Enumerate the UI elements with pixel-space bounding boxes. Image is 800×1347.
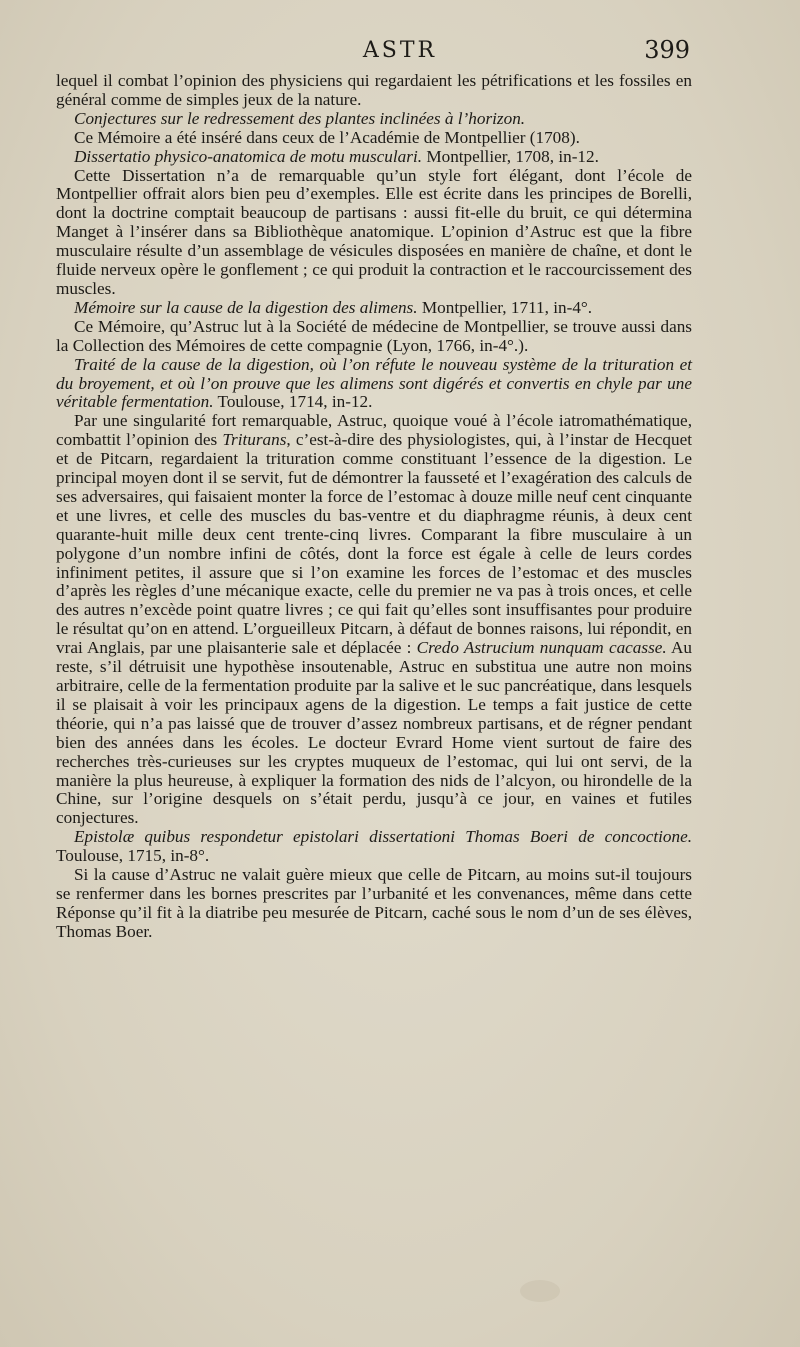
entry-title: Mémoire sur la cause de la digestion des alimens. xyxy=(74,297,418,317)
paragraph: lequel il combat l’opinion des physiciens qui regardaient les pétrifications et les fossiles en général comme de simples jeux de la nature. xyxy=(56,71,692,109)
entry-title: Dissertatio physico-anatomica de motu musculari. xyxy=(74,146,423,166)
running-head: ASTR xyxy=(362,38,438,63)
entry-title-paragraph xyxy=(56,356,692,413)
entry-details: Montpellier, 1708, in-12. xyxy=(422,146,599,166)
entry-details: Toulouse, 1714, in-12. xyxy=(213,392,373,412)
entry-details: Montpellier, 1711, in-4°. xyxy=(417,297,593,317)
entry-details: Toulouse, 1715, in-8°. xyxy=(56,846,210,866)
paragraph-text: Au reste, s’il détruisit une hypothèse insoutenable, Astruc en substitua une autre non moins arbitraire, celle de la fermentation produite par la salive et le suc pancréatique, dans lesquels il se plaisait à voir les principaux agens de la digestion. Le temps a fait justice de cette théorie, qui n’a pas laissé que de trouver d’assez nombreux partisans, et de régner pendant bien des années dans les écoles. Le docteur Evrard Home vient surtout de faire des recherches très-curieuses sur les cryptes muqueux de l’estomac, qui lui ont servi, de la manière la plus heureuse, à expliquer la formation des nids de l’alcyon, ou hirondelle de la Chine, sur l’origine desquels on s’était perdu, jusqu’à ce jour, en vaines et futiles conjectures. xyxy=(56,638,692,828)
entry-title: Epistolæ quibus respondetur epistolari dissertationi Thomas Boeri de concoctione. xyxy=(74,827,692,847)
entry-title-paragraph xyxy=(56,148,692,167)
entry-title: Traité de la cause de la digestion, où l’on réfute le nouveau système de la trituration et du broyement, et où l’on prouve que les alimens sont digérés et convertis en chyle par une véritable fermentation. xyxy=(56,354,692,412)
entry-title-paragraph xyxy=(56,299,692,318)
paragraph-text: Par une singularité fort remarquable, Astruc, quoique voué à l’école iatromathématique, combattit l’opinion des xyxy=(56,411,692,450)
paragraph: Ce Mémoire, qu’Astruc lut à la Société de médecine de Montpellier, se trouve aussi dans la Collection des Mémoires de cette compagnie (Lyon, 1766, in-4°.). xyxy=(56,316,692,355)
paper-stain xyxy=(520,1280,560,1302)
entry-title-paragraph xyxy=(56,110,692,129)
paragraph xyxy=(56,412,692,828)
entry-title-paragraph xyxy=(56,828,692,866)
italic-term: Triturans xyxy=(222,430,287,450)
italic-quote: Credo Astrucium nunquam cacasse. xyxy=(416,638,667,658)
body-text xyxy=(56,72,692,942)
paragraph: Cette Dissertation n’a de remarquable qu’un style fort élégant, dont l’école de Montpellier offrait alors bien peu d’exemples. Elle est écrite dans les principes de Borelli, dont la doctrine comptait beaucoup de partisans : aussi fit-elle du bruit, ce qui détermina Manget à l’insérer dans sa Bibliothèque anatomique. L’opinion d’Astruc est que la fibre musculaire résulte d’un assemblage de vésicules disposées en manière de chaîne, et dont le fluide nerveux opère le gonflement ; ce qui produit la contraction et le raccourcissement des muscles. xyxy=(56,165,692,298)
page-number: 399 xyxy=(644,36,690,64)
paragraph-text: , c’est-à-dire des physiologistes, qui, à l’instar de Hecquet et de Pitcarn, regardaient la trituration comme constituant l’essence de la digestion. Le principal moyen dont il se servit, fut de démontrer la fausseté et l’exagération des calculs de ses adversaires, qui faisaient monter la force de l’estomac à douze mille neuf cent cinquante et une livres, et celle des muscles du bas-ventre et du diaphragme réunis, à deux cent quarante-huit mille deux cent trente-cinq livres. Comparant la fibre musculaire à un polygone d’un nombre infini de côtés, dont la force est égale à celle de leurs cordes infiniment petites, il assure que si l’on examine les forces de l’estomac et des muscles d’après les règles d’une mécanique exacte, celle du premier ne va pas à trois onces, et celle des autres n’excède point quatre livres ; ce qui fait qu’elles sont insuffisantes pour produire le résultat qu’on en attend. L’orgueilleux Pitcarn, à défaut de bonnes raisons, lui répondit, en vrai Anglais, par une plaisanterie sale et déplacée : xyxy=(56,430,692,658)
paragraph: Si la cause d’Astruc ne valait guère mieux que celle de Pitcarn, au moins sut-il toujours se renfermer dans les bornes prescrites par l’urbanité et les convenances, même dans cette Réponse qu’il fit à la diatribe peu mesurée de Pitcarn, caché sous le nom d’un de ses élèves, Thomas Boer. xyxy=(56,865,692,941)
paragraph: Ce Mémoire a été inséré dans ceux de l’Académie de Montpellier (1708). xyxy=(74,127,580,147)
entry-title: Conjectures sur le redressement des plantes inclinées à l’horizon. xyxy=(74,108,526,128)
